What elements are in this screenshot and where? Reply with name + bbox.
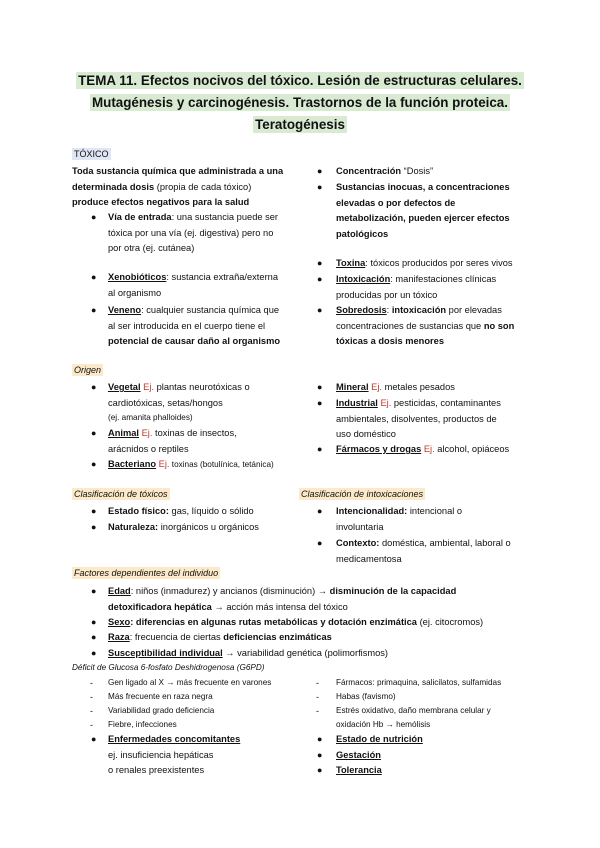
- bullet: ●: [317, 765, 323, 775]
- xenobioticos-item: Xenobióticos: sustancia extraña/externa al organismo: [108, 272, 279, 298]
- toxina-item: Toxina: tóxicos producidos por seres vivos: [336, 258, 513, 268]
- susceptibilidad-item: Susceptibilidad individual → variabilidad genética (polimorfismos): [108, 648, 389, 658]
- g6pd-heading: Déficit de Glucosa 6-fosfato Deshidrogenosa (G6PD): [72, 663, 265, 672]
- toxico-intro-line-1: Toda sustancia química que administrada a una: [72, 166, 284, 176]
- bullet: ●: [91, 305, 97, 315]
- bullet: ●: [317, 305, 323, 315]
- veneno-item: Veneno: cualquier sustancia química que al ser introducida en el cuerpo tiene el potencial de causar daño al organismo: [108, 305, 281, 346]
- page-title: [0, 70, 600, 136]
- bullet: ●: [317, 750, 323, 760]
- origen-mineral-item: Mineral Ej. metales pesados: [336, 382, 455, 392]
- bullet: ●: [91, 428, 97, 438]
- tolerancia-item: Tolerancia: [336, 765, 382, 775]
- toxico-intro-line-2: determinada dosis (propia de cada tóxico): [72, 181, 252, 192]
- origen-farmacos-item: Fármacos y drogas Ej. alcohol, opiáceos: [336, 444, 510, 454]
- origen-vegetal-item: Vegetal Ej. plantas neurotóxicas o cardiotóxicas, setas/hongos (ej. amanita phalloides): [108, 382, 250, 422]
- list-item: - Fármacos: primaquina, salicilatos, sulfamidas: [316, 678, 502, 688]
- title-line-1: TEMA 11. Efectos nocivos del tóxico. Lesión de estructuras celulares.: [78, 73, 522, 88]
- enfermedades-item: Enfermedades concomitantes ej. insuficiencia hepáticas o renales preexistentes: [108, 734, 241, 775]
- bullet: ●: [317, 258, 323, 268]
- bullet: ●: [91, 459, 97, 469]
- list-item: - Estrés oxidativo, daño membrana celular y: [316, 706, 491, 716]
- naturaleza-item: Naturaleza: inorgánicos u orgánicos: [108, 522, 259, 532]
- gestacion-item: Gestación: [336, 750, 381, 760]
- sobredosis-item: Sobredosis: intoxicación por elevadas concentraciones de sustancias que no son tóxicas a dosis menores: [336, 305, 515, 346]
- list-item: - Variabilidad grado deficiencia: [90, 706, 215, 716]
- list-item: - Habas (favismo): [316, 692, 396, 702]
- origen-industrial-item: Industrial Ej. pesticidas, contaminantes ambientales, disolventes, productos de uso doméstico: [336, 398, 501, 439]
- bullet: ●: [91, 586, 97, 596]
- list-item: - Más frecuente en raza negra: [90, 692, 213, 702]
- edad-item: Edad: niños (inmadurez) y ancianos (disminución) → disminución de la capacidad detoxificadora hepática → acción más intensa del tóxico: [108, 586, 457, 612]
- bullet: ●: [91, 632, 97, 642]
- sexo-item: Sexo: diferencias en algunas rutas metabólicas y dotación enzimática (ej. citocromos): [108, 617, 484, 627]
- bullet: ●: [317, 166, 323, 176]
- factores-heading: Factores dependientes del individuo: [74, 568, 219, 578]
- toxico-heading: TÓXICO: [74, 149, 109, 159]
- bullet: ●: [317, 382, 323, 392]
- bullet: ●: [317, 444, 323, 454]
- list-item: - Fiebre, infecciones: [90, 720, 177, 730]
- raza-item: Raza: frecuencia de ciertas deficiencias enzimáticas: [108, 632, 332, 642]
- g6pd-right-list: [316, 676, 546, 732]
- bullet: ●: [91, 272, 97, 282]
- bullet: ●: [91, 506, 97, 516]
- bullet: ●: [91, 212, 97, 222]
- bullet: ●: [91, 382, 97, 392]
- bullet: ●: [317, 734, 323, 744]
- intencionalidad-item: Intencionalidad: intencional o involuntaria: [336, 506, 463, 532]
- title-line-3: Teratogénesis: [255, 117, 345, 132]
- title-line-2: Mutagénesis y carcinogénesis. Trastornos de la función proteica.: [92, 95, 508, 110]
- bullet: ●: [91, 617, 97, 627]
- bullet: ●: [91, 522, 97, 532]
- bullet: ●: [317, 538, 323, 548]
- concentracion-item: Concentración “Dosis”: [336, 166, 434, 176]
- contexto-item: Contexto: doméstica, ambiental, laboral o medicamentosa: [336, 538, 511, 564]
- sustancias-inocuas-item: Sustancias inocuas, a concentraciones elevadas o por defectos de metabolización, pueden ejercer efectos patológicos: [336, 182, 510, 239]
- g6pd-left-list: [90, 676, 300, 732]
- origen-heading: Origen: [74, 365, 102, 375]
- bullet: ●: [317, 274, 323, 284]
- toxico-left-column: [72, 164, 312, 211]
- via-entrada-item: Vía de entrada: una sustancia puede ser tóxica por una vía (ej. digestiva) pero no por otra (ej. cutánea): [108, 212, 279, 253]
- bullet: ●: [317, 398, 323, 408]
- bullet: ●: [91, 734, 97, 744]
- origen-animal-item: Animal Ej. toxinas de insectos, arácnidos o reptiles: [108, 428, 237, 454]
- list-item: - Gen ligado al X → más frecuente en varones: [90, 678, 272, 688]
- list-item: oxidación Hb → hemólisis: [336, 720, 431, 729]
- clasificacion-intoxicaciones-heading: Clasificación de intoxicaciones: [301, 489, 424, 499]
- toxico-intro-line-3: produce efectos negativos para la salud: [72, 197, 250, 207]
- clasificacion-toxicos-heading: Clasificación de tóxicos: [74, 489, 168, 499]
- estado-fisico-item: Estado físico: gas, líquido o sólido: [108, 506, 254, 516]
- intoxicacion-item: Intoxicación: manifestaciones clínicas producidas por un tóxico: [336, 274, 497, 300]
- nutricion-item: Estado de nutrición: [336, 734, 423, 744]
- origen-bacteriano-item: Bacteriano Ej. toxinas (botulínica, tetánica): [108, 459, 274, 469]
- bullet: ●: [317, 182, 323, 192]
- bullet: ●: [317, 506, 323, 516]
- bullet: ●: [91, 648, 97, 658]
